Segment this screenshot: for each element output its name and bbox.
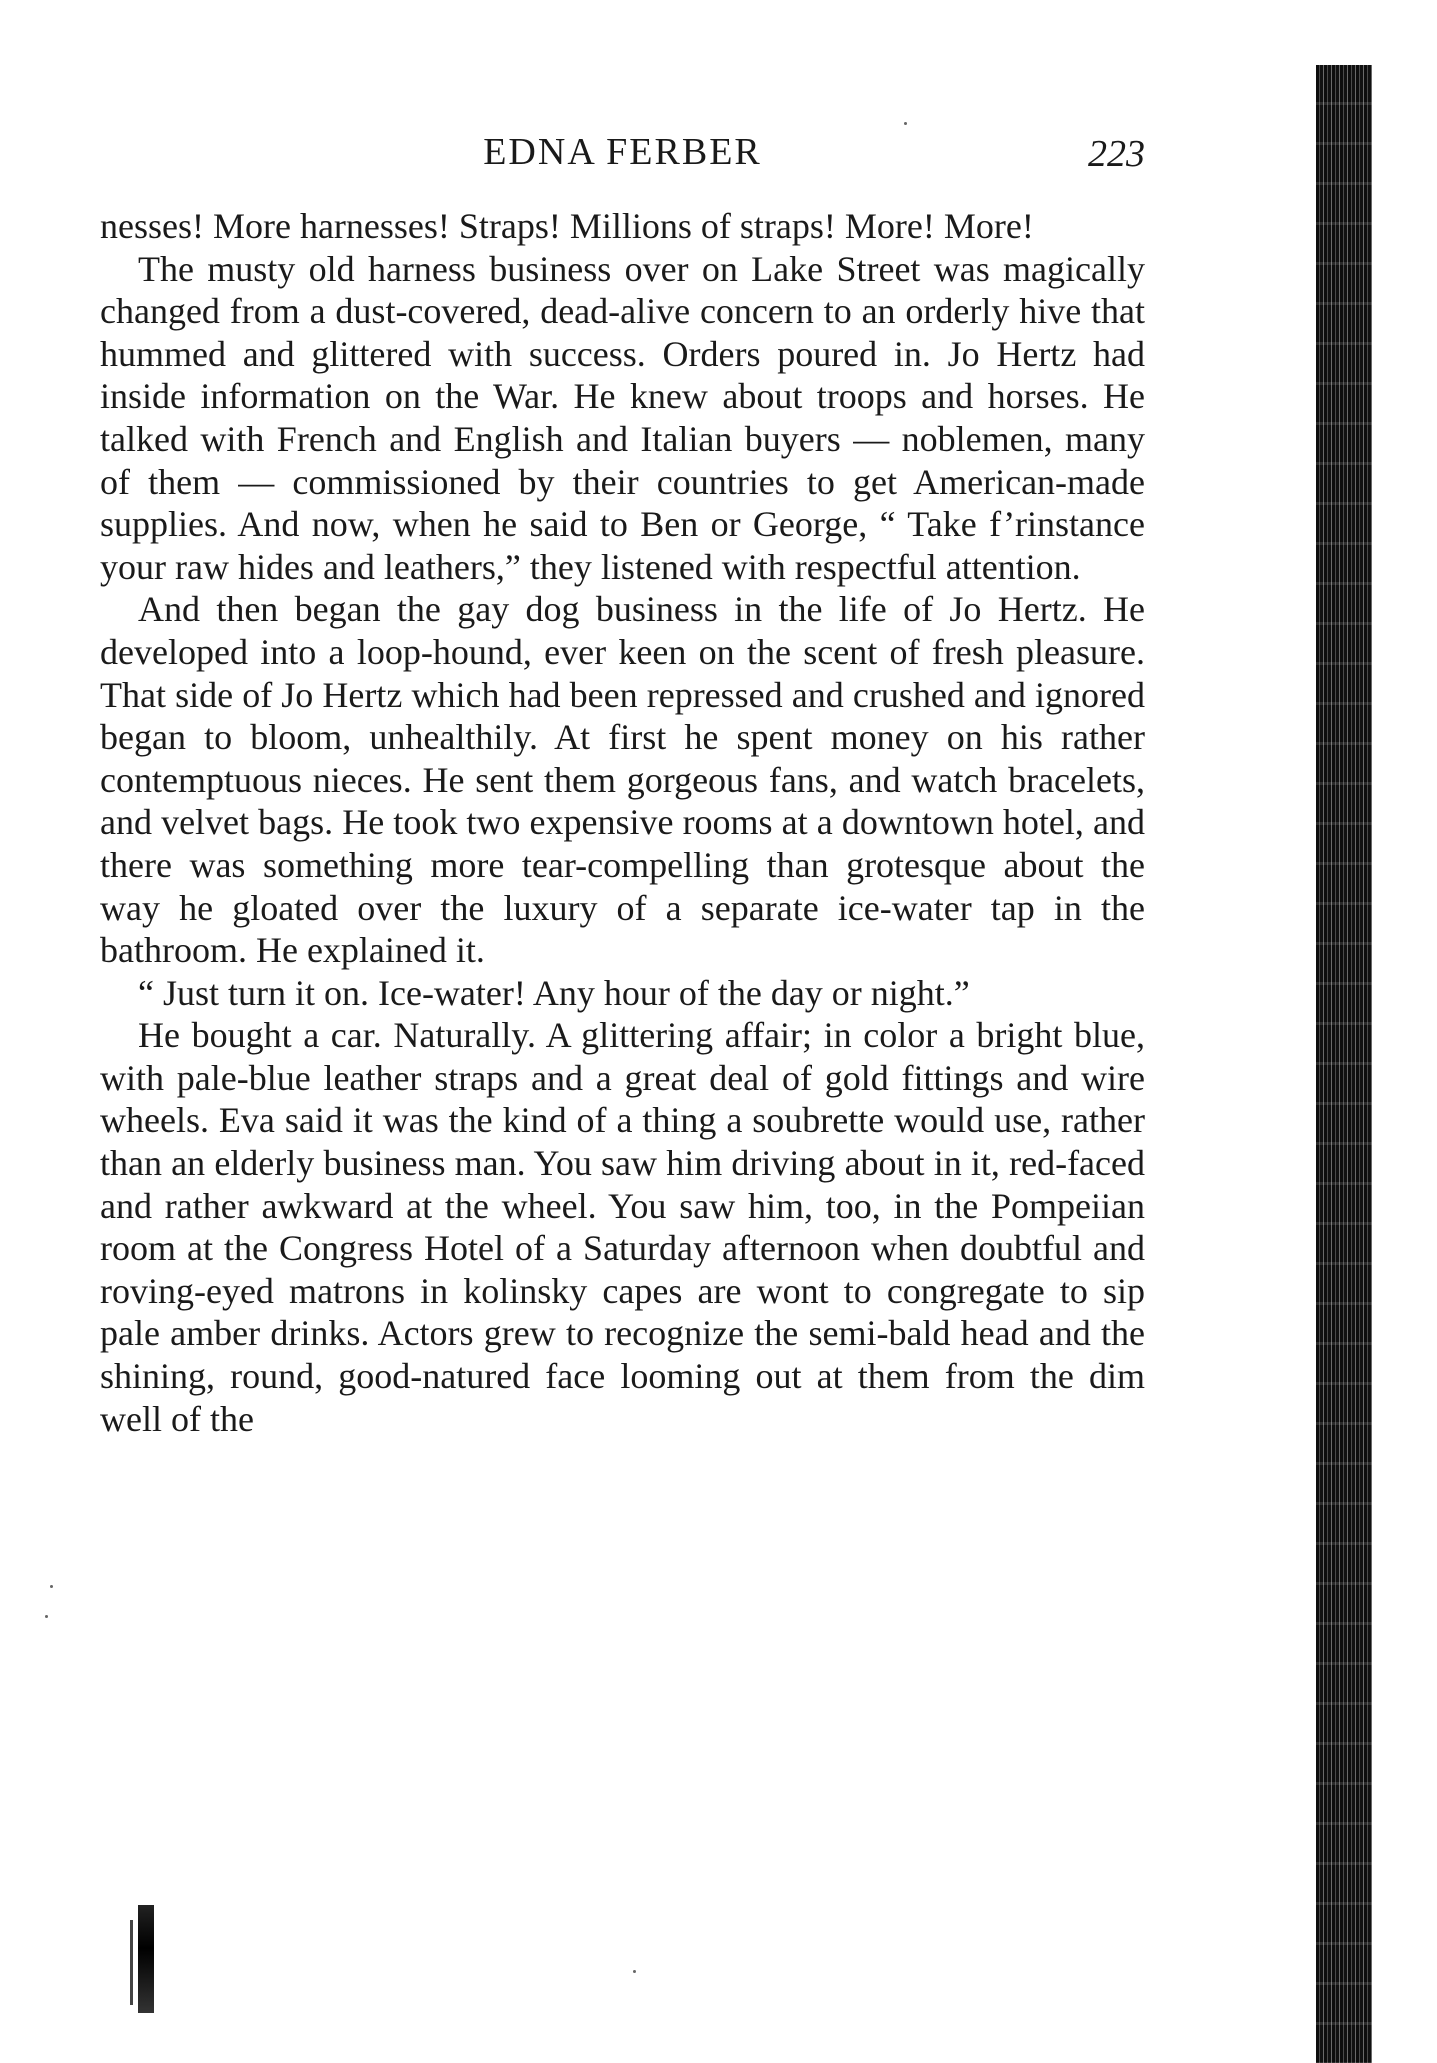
paragraph-5: He bought a car. Naturally. A glittering affair; in color a bright blue, with pale-blue leather straps and a great deal of gold fittings and wire wheels. Eva said it was the kind of a thing a soubrette would use, rather than an elderly business man. You saw him driving about in it, red-faced and rather awkward at the wheel. You saw him, too, in the Pompeiian room at the Congress Hotel of a Saturday afternoon when doubtful and roving-eyed matrons in kolinsky capes are wont to congregate to sip pale amber drinks. Actors grew to recognize the semi-bald head and the shining, round, good-natured face looming out at them from the dim well of the bbox=[100, 1015, 1145, 1439]
body-text bbox=[100, 205, 1145, 1440]
ink-speck bbox=[633, 1970, 636, 1973]
paragraph-1: nesses! More harnesses! Straps! Millions of straps! More! More! bbox=[100, 206, 1034, 246]
ink-speck bbox=[45, 1615, 48, 1618]
page-header bbox=[100, 130, 1145, 180]
ink-speck bbox=[50, 1585, 53, 1588]
ink-speck bbox=[904, 122, 907, 125]
running-head: EDNA FERBER bbox=[483, 131, 762, 173]
paragraph-3: And then began the gay dog business in the life of Jo Hertz. He developed into a loop-hound, ever keen on the scent of fresh pleasure. That side of Jo Hertz which had been repressed and crushed and ignored began to bloom, unhealthily. At first he spent money on his rather contemptuous nieces. He sent them gorgeous fans, and watch bracelets, and velvet bags. He took two expensive rooms at a downtown hotel, and there was something more tear-compelling than grotesque about the way he gloated over the luxury of a separate ice-water tap in the bathroom. He explained it. bbox=[100, 589, 1145, 971]
page-number: 223 bbox=[1088, 133, 1145, 175]
scan-artifact bbox=[138, 1905, 154, 2013]
paragraph-4: “ Just turn it on. Ice-water! Any hour of the day or night.” bbox=[138, 972, 970, 1013]
paragraph-2: The musty old harness business over on Lake Street was magically changed from a dust-covered, dead-alive concern to an orderly hive that hummed and glittered with success. Orders poured in. Jo Hertz had inside information on the War. He knew about troops and horses. He talked with French and English and Italian buyers — noblemen, many of them — commissioned by their countries to get American-made supplies. And now, when he said to Ben or George, “ Take f’rinstance your raw hides and leathers,” they listened with respectful attention. bbox=[100, 248, 1145, 587]
book-binding-edge bbox=[1316, 65, 1372, 2063]
scan-artifact-thin bbox=[130, 1920, 133, 2005]
